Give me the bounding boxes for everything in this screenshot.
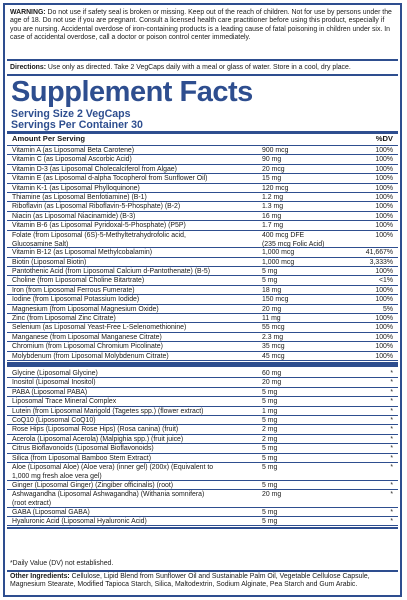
dv-footnote: *Daily Value (DV) not established. (10, 560, 114, 567)
nutrient-dv: 100% (375, 315, 393, 322)
nutrient-name (12, 165, 254, 174)
nutrient-dv: * (390, 445, 393, 453)
nutrient-name-line: Vitamin A (as Liposomal Beta Carotene) (12, 147, 135, 154)
nutrient-name-line: Vitamin K-1 (as Liposomal Phylloquinone) (12, 184, 140, 192)
nutrient-name (12, 248, 254, 257)
thick-divider (7, 527, 398, 529)
table-row (7, 481, 398, 490)
nutrient-amount-line: 2 mg (262, 435, 278, 443)
nutrient-amount-line: 120 mcg (262, 184, 289, 192)
table-row (7, 342, 398, 351)
nutrient-amount (262, 388, 342, 397)
nutrient-amount-line: 35 mcg (262, 343, 285, 351)
nutrient-name (12, 388, 254, 397)
nutrient-name-line: Thiamine (as Liposomal Benfotiamine) (B-1) (12, 194, 147, 201)
nutrient-amount (262, 212, 342, 221)
nutrient-amount-line: 5 mg (262, 508, 278, 516)
nutrient-amount (262, 146, 342, 155)
table-row (7, 184, 398, 193)
table-row (7, 407, 398, 416)
nutrient-amount (262, 193, 342, 202)
nutrient-amount-line: 1,000 mcg (262, 249, 295, 257)
table-row (7, 286, 398, 295)
nutrient-amount (262, 276, 342, 285)
nutrient-amount (262, 517, 342, 526)
nutrient-name-line: Ashwagandha (Liposomal Ashwagandha) (Withania somnifera) (12, 491, 205, 498)
nutrient-name (12, 454, 254, 463)
nutrient-name (12, 435, 254, 444)
nutrient-name (12, 407, 254, 416)
nutrient-name-line: Hyaluronic Acid (Liposomal Hyaluronic Acid) (12, 518, 147, 525)
nutrient-name (12, 333, 254, 342)
other-ingredients-label: Other Ingredients: (10, 573, 70, 580)
nutrient-name (12, 425, 254, 434)
nutrient-amount-line: 2.3 mg (262, 333, 284, 341)
nutrient-dv: * (390, 370, 393, 377)
nutrient-name-line: Iron (from Liposomal Ferrous Fumerate) (12, 286, 135, 294)
nutrient-amount (262, 221, 342, 230)
nutrient-name-line: PABA (Liposomal PABA) (12, 388, 88, 396)
nutrient-name (12, 174, 254, 183)
nutrient-amount-line: 18 mg (262, 286, 282, 294)
nutrient-name-line: Vitamin D-3 (as Liposomal Cholecalciferol from Algae) (12, 165, 177, 173)
nutrient-name (12, 323, 254, 332)
nutrient-name-line: Riboflavin (as Liposomal Riboflavin-5-Phosphate) (B-2) (12, 203, 181, 211)
nutrient-dv: 100% (375, 231, 393, 239)
nutrient-amount (262, 508, 342, 517)
nutrient-name (12, 258, 254, 267)
nutrient-dv: 100% (375, 175, 393, 183)
supplement-label-panel (3, 3, 402, 597)
nutrient-name (12, 481, 254, 490)
nutrient-name (12, 342, 254, 351)
dv-header: %DV (375, 134, 393, 143)
table-row (7, 193, 398, 202)
nutrient-amount (262, 231, 342, 249)
nutrient-amount-line: 5 mg (262, 268, 278, 275)
table-row (7, 444, 398, 453)
nutrient-amount (262, 258, 342, 267)
nutrient-amount-line: 11 mg (262, 315, 281, 322)
nutrient-dv: * (390, 454, 393, 462)
nutrient-amount (262, 490, 342, 499)
nutrient-dv: * (390, 407, 393, 415)
table-row (7, 388, 398, 397)
table-row (7, 490, 398, 508)
nutrient-name-line: Vitamin B-6 (as Liposomal Pyridoxal-5-Phosphate) (P5P) (12, 222, 186, 230)
nutrient-name-line: Aloe (Liposomal Aloe) (Aloe vera) (inner gel) (200x) (Equivalent to (12, 464, 214, 471)
nutrient-name (12, 369, 254, 378)
nutrient-name-line: Selenium (as Liposomal Yeast-Free L-Selenomethionine) (12, 324, 187, 332)
nutrient-amount (262, 397, 342, 406)
nutrient-name-line: Inositol (Liposomal Inositol) (12, 379, 96, 387)
nutrient-name-line: Vitamin E (as Liposomal d-alpha Tocopherol from Sunflower Oil) (12, 175, 208, 183)
table-row (7, 231, 398, 249)
nutrient-name (12, 202, 254, 211)
nutrient-name (12, 490, 254, 508)
table-row (7, 267, 398, 276)
nutrient-amount (262, 323, 342, 332)
nutrient-name (12, 155, 254, 164)
nutrient-name (12, 212, 254, 221)
table-row (7, 314, 398, 323)
nutrient-name-line: Biotin (Liposomal Biotin) (12, 258, 87, 266)
servings-per-container: Servings Per Container 30 (11, 119, 143, 131)
nutrient-dv: 100% (375, 352, 393, 360)
directions-body: Use only as directed. Take 2 VegCaps daily with a meal or glass of water. Store in a cool, dry place. (47, 64, 351, 71)
nutrient-amount (262, 378, 342, 387)
table-row (7, 397, 398, 406)
nutrient-amount-line: 20 mg (262, 305, 282, 313)
nutrient-amount-line: 15 mg (262, 175, 282, 183)
table-row (7, 323, 398, 332)
nutrient-amount (262, 407, 342, 416)
nutrient-name (12, 221, 254, 230)
nutrient-dv: 100% (375, 222, 393, 230)
nutrient-dv: 3,333% (369, 258, 393, 266)
table-row (7, 352, 398, 361)
nutrient-name-line: Citrus Bioflavonoids (Liposomal Bioflavonoids) (12, 445, 154, 453)
table-row (7, 378, 398, 387)
nutrient-name-line: Vitamin C (as Liposomal Ascorbic Acid) (12, 156, 132, 164)
table-row (7, 295, 398, 304)
nutrient-name-line: Manganese (from Liposomal Manganese Citrate) (12, 333, 162, 341)
nutrient-name (12, 416, 254, 425)
nutrient-name-line: Vitamin B-12 (as Liposomal Methylcobalamin) (12, 249, 153, 257)
nutrient-name-line: Glycine (Liposomal Glycine) (12, 370, 98, 377)
nutrient-name (12, 184, 254, 193)
nutrient-name-line: 1,000 mg fresh aloe vera gel) (12, 473, 102, 481)
nutrient-amount (262, 481, 342, 490)
nutrient-dv: * (390, 388, 393, 396)
nutrient-amount-line: 60 mg (262, 370, 282, 377)
nutrient-dv: 100% (375, 147, 393, 154)
nutrient-amount (262, 425, 342, 434)
nutrient-amount (262, 342, 342, 351)
other-ingredients-body: Cellulose, Lipid Blend from Sunflower Oil and Sustainable Palm Oil, Vegetable Cellulose Capsule, Magnesium Stearate, Modified Tapioca Starch, Silica, Maltodextrin, Sodium Alginate, Pea Starch and Gum Arabic. (10, 573, 370, 589)
nutrient-dv: * (390, 435, 393, 443)
nutrient-dv: 100% (375, 156, 393, 164)
nutrient-dv: 5% (383, 305, 393, 313)
nutrient-name-line: Rose Hips (Liposomal Rose Hips) (Rosa canina) (fruit) (12, 426, 179, 434)
nutrient-amount-line: 45 mcg (262, 352, 285, 360)
nutrient-amount-line: 5 mg (262, 417, 278, 424)
nutrient-amount-line: 2 mg (262, 426, 278, 434)
nutrient-amount (262, 248, 342, 257)
nutrient-name-line: Liposomal Trace Mineral Complex (12, 398, 117, 406)
nutrient-amount-line: 900 mcg (262, 147, 289, 154)
nutrient-amount (262, 267, 342, 276)
table-row (7, 435, 398, 444)
nutrient-amount-line: 5 mg (262, 445, 278, 453)
nutrient-name-line: Folate (from Liposomal (6S)-5-Methyltetrahydrofolic acid, (12, 231, 186, 239)
nutrient-dv: 100% (375, 343, 393, 351)
table-row (7, 221, 398, 230)
facts-title: Supplement Facts (11, 76, 253, 108)
nutrient-amount-line: 55 mcg (262, 324, 285, 332)
nutrient-amount-line: 5 mg (262, 481, 278, 489)
serving-size: Serving Size 2 VegCaps (11, 108, 131, 120)
nutrient-dv: 100% (375, 165, 393, 173)
nutrient-dv: 100% (375, 194, 393, 201)
nutrient-name-line: Magnesium (from Liposomal Magnesium Oxide) (12, 305, 159, 313)
thick-divider (7, 362, 398, 367)
table-row (7, 454, 398, 463)
nutrient-dv: * (390, 417, 393, 424)
nutrient-amount-line: 400 mcg DFE (262, 231, 305, 239)
nutrient-name-line: GABA (Liposomal GABA) (12, 508, 90, 516)
nutrient-dv: * (390, 481, 393, 489)
nutrient-name-line: Choline (from Liposomal Choline Bitartrate) (12, 277, 145, 285)
table-row (7, 333, 398, 342)
nutrient-amount (262, 184, 342, 193)
nutrient-amount-line: (235 mcg Folic Acid) (262, 240, 325, 248)
nutrient-name-line: Glucosamine Salt) (12, 240, 69, 248)
nutrient-amount (262, 165, 342, 174)
nutrient-amount-line: 90 mg (262, 156, 282, 164)
nutrient-name (12, 517, 254, 526)
nutrient-dv: 100% (375, 203, 393, 211)
table-row (7, 212, 398, 221)
nutrient-name (12, 352, 254, 361)
table-row (7, 508, 398, 517)
nutrient-amount-line: 20 mcg (262, 165, 285, 173)
nutrient-amount (262, 155, 342, 164)
nutrient-amount (262, 463, 342, 472)
table-row (7, 258, 398, 267)
nutrient-name-line: Zinc (from Liposomal Zinc Citrate) (12, 315, 116, 322)
nutrient-dv: 100% (375, 268, 393, 275)
nutrient-amount-line: 5 mg (262, 464, 278, 471)
nutrient-name (12, 193, 254, 202)
nutrient-amount (262, 454, 342, 463)
nutrient-dv: * (390, 398, 393, 406)
table-row (7, 463, 398, 481)
nutrient-dv: * (390, 464, 393, 471)
nutrient-name-line: Ginger (Liposomal Ginger) (Zingiber officinalis) (root) (12, 481, 174, 489)
nutrient-amount (262, 369, 342, 378)
warning-body: Do not use if safety seal is broken or missing. Keep out of the reach of children. Not for use by persons under the age of 18. Do not use if you are pregnant. Consult a licensed health care practitioner before using this product, especially if you are nursing. Accidental overdose of iron-containing products is a leading cause of fatal poisoning in children under six. In case of accidental overdose, call a doctor or poison control center immediately. (10, 9, 392, 41)
nutrient-dv: * (390, 518, 393, 525)
nutrient-name (12, 276, 254, 285)
nutrient-name-line: Silica (from Liposomal Bamboo Stem Extract) (12, 454, 152, 462)
nutrient-name (12, 305, 254, 314)
nutrient-amount (262, 174, 342, 183)
table-row (7, 517, 398, 526)
nutrient-amount-line: 20 mg (262, 379, 282, 387)
nutrient-amount (262, 286, 342, 295)
nutrient-name (12, 267, 254, 276)
nutrient-name-line: CoQ10 (Liposomal CoQ10) (12, 417, 96, 424)
other-ingredients (10, 573, 396, 590)
table-row (7, 155, 398, 164)
nutrient-name (12, 463, 254, 481)
nutrient-amount-line: 1,000 mcg (262, 258, 295, 266)
nutrient-name (12, 397, 254, 406)
nutrient-name (12, 231, 254, 249)
nutrient-dv: 100% (375, 296, 393, 304)
nutrient-name (12, 444, 254, 453)
nutrient-amount (262, 314, 342, 323)
nutrient-amount-line: 1.3 mg (262, 203, 284, 211)
nutrient-dv: 100% (375, 212, 393, 220)
table-row (7, 369, 398, 378)
nutrient-dv: * (390, 426, 393, 434)
table-row (7, 425, 398, 434)
nutrient-dv: * (390, 379, 393, 387)
nutrient-amount (262, 352, 342, 361)
nutrient-amount-line: 16 mg (262, 212, 282, 220)
nutrient-name-line: (root extract) (12, 500, 52, 508)
table-row (7, 146, 398, 155)
warning-text (10, 9, 396, 42)
table-row (7, 174, 398, 183)
nutrient-name-line: Pantothenic Acid (from Liposomal Calcium d-Pantothenate) (B-5) (12, 268, 211, 275)
nutrient-name-line: Chromium (from Liposomal Chromium Picolinate) (12, 343, 163, 351)
table-row (7, 416, 398, 425)
nutrient-amount-line: 1.2 mg (262, 194, 284, 201)
nutrient-dv: * (390, 508, 393, 516)
nutrient-name (12, 378, 254, 387)
nutrient-amount-line: 5 mg (262, 388, 278, 396)
nutrient-name (12, 508, 254, 517)
nutrient-dv: 100% (375, 333, 393, 341)
nutrient-name (12, 286, 254, 295)
table-row (7, 276, 398, 285)
nutrient-name-line: Molybdenum (from Liposomal Molybdenum Citrate) (12, 352, 169, 360)
nutrient-amount-line: 1.7 mg (262, 222, 284, 230)
nutrient-name-line: Iodine (from Liposomal Potassium Iodide) (12, 296, 140, 304)
nutrient-amount (262, 305, 342, 314)
table-row (7, 165, 398, 174)
nutrient-dv: <1% (379, 277, 393, 285)
nutrient-amount (262, 333, 342, 342)
nutrient-amount-line: 5 mg (262, 518, 278, 525)
nutrient-amount (262, 435, 342, 444)
nutrient-name (12, 314, 254, 323)
nutrient-name (12, 295, 254, 304)
nutrient-amount-line: 1 mg (262, 407, 278, 415)
nutrient-amount-line: 5 mg (262, 398, 278, 406)
nutrient-dv: 100% (375, 286, 393, 294)
warning-label: WARNING: (10, 9, 46, 16)
nutrient-name (12, 146, 254, 155)
directions-text (10, 64, 396, 72)
nutrient-amount (262, 295, 342, 304)
nutrient-dv: 100% (375, 184, 393, 192)
nutrient-amount (262, 202, 342, 211)
table-row (7, 305, 398, 314)
divider (7, 59, 398, 61)
nutrient-amount-line: 5 mg (262, 277, 278, 285)
directions-label: Directions: (10, 64, 46, 71)
amount-header: Amount Per Serving (12, 134, 85, 143)
nutrient-dv: * (390, 491, 393, 498)
nutrient-amount-line: 20 mg (262, 491, 282, 498)
divider (7, 570, 398, 572)
nutrient-dv: 100% (375, 324, 393, 332)
nutrient-dv: 41,667% (365, 249, 393, 257)
nutrient-amount-line: 5 mg (262, 454, 278, 462)
nutrient-name-line: Acerola (Liposomal Acerola) (Malpighia spp.) (fruit juice) (12, 435, 184, 443)
nutrient-amount-line: 150 mcg (262, 296, 289, 304)
nutrient-name-line: Lutein (from Liposomal Marigold (Tagetes spp.) (flower extract) (12, 407, 204, 415)
nutrient-amount (262, 416, 342, 425)
table-row (7, 248, 398, 257)
table-row (7, 202, 398, 211)
nutrient-amount (262, 444, 342, 453)
nutrient-name-line: Niacin (as Liposomal Niacinamide) (B-3) (12, 212, 136, 220)
